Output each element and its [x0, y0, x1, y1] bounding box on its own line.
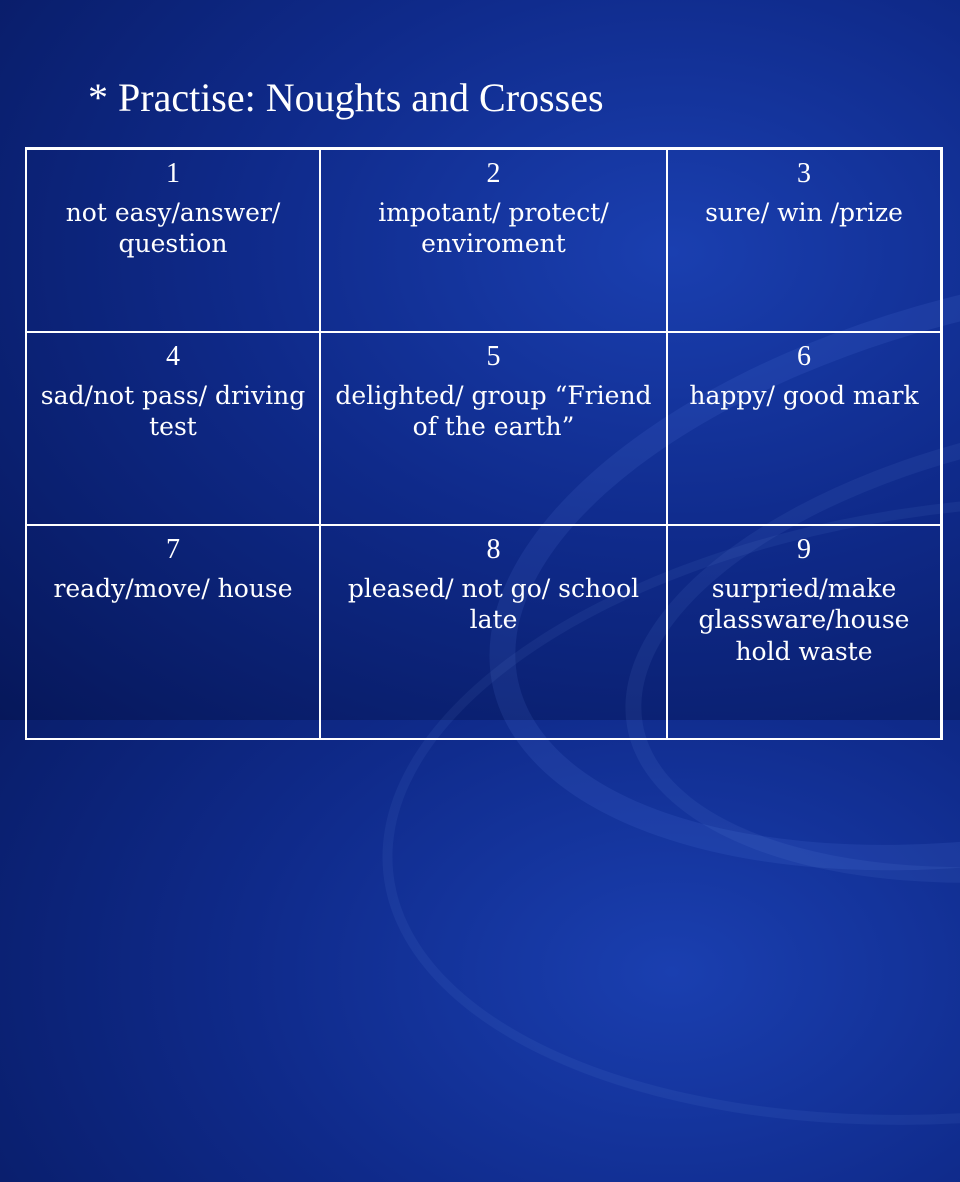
cell-number: 4: [166, 341, 180, 372]
grid-cell-6[interactable]: [668, 333, 943, 526]
cell-prompt: not easy/answer/ question: [65, 198, 281, 259]
grid-cell-5[interactable]: [321, 333, 668, 526]
cell-number: 7: [166, 534, 180, 565]
slide-title: * Practise: Noughts and Crosses: [88, 75, 604, 120]
cell-prompt: sure/ win /prize: [705, 198, 903, 227]
grid-cell-1[interactable]: [25, 150, 321, 333]
cell-number: 8: [486, 534, 501, 565]
cell-prompt: delighted/ group “Friend of the earth”: [335, 381, 652, 442]
noughts-crosses-grid: [25, 147, 943, 740]
grid-cell-9[interactable]: [668, 526, 943, 740]
cell-prompt: pleased/ not go/ school late: [347, 574, 640, 635]
cell-prompt: ready/move/ house: [53, 574, 293, 603]
cell-number: 3: [797, 158, 811, 189]
grid-cell-4[interactable]: [25, 333, 321, 526]
cell-number: 9: [797, 534, 811, 565]
cell-prompt: sad/not pass/ driving test: [40, 381, 306, 442]
grid-cell-2[interactable]: [321, 150, 668, 333]
cell-prompt: happy/ good mark: [689, 381, 919, 410]
cell-number: 6: [797, 341, 811, 372]
cell-prompt: impotant/ protect/ enviroment: [378, 198, 609, 259]
grid-cell-7[interactable]: [25, 526, 321, 740]
grid-cell-8[interactable]: [321, 526, 668, 740]
cell-number: 1: [166, 158, 180, 189]
cell-number: 2: [486, 158, 501, 189]
cell-prompt: surpried/make glassware/house hold waste: [698, 574, 910, 666]
grid-cell-3[interactable]: [668, 150, 943, 333]
cell-number: 5: [486, 341, 501, 372]
